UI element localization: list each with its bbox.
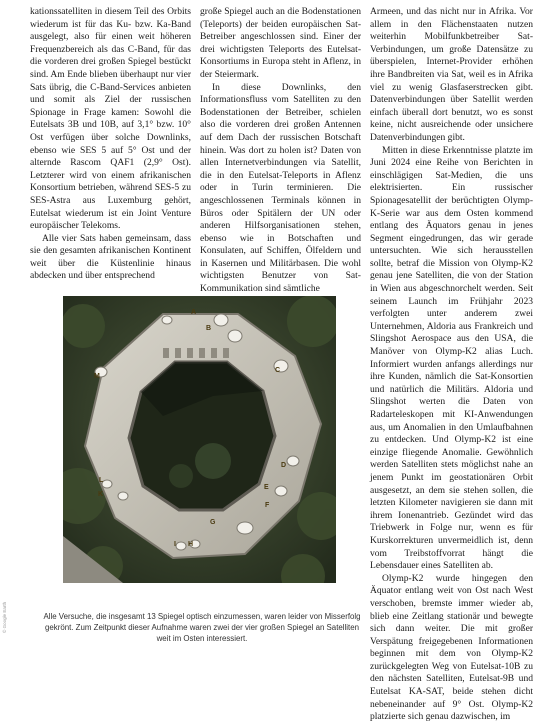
paragraph: große Spiegel auch an die Bodenstationen (Teleports) der beiden europäischen Sat-Betreiber angeschlossen sind. Einer der drei wichtigsten Teleports des Eutelsat-Konsortiums in Europa steht in Aflenz, in der Steiermark. bbox=[200, 6, 361, 80]
article-column-1 bbox=[30, 6, 191, 283]
article-column-2 bbox=[200, 6, 361, 296]
dish-label-m: M bbox=[94, 373, 100, 380]
paragraph: Armeen, und das nicht nur in Afrika. Vor allem in den Flächenstaaten nutzen weiterhin Mobilfunkbetreiber Sat-Verbindungen, um große Datensätze zu überspielen, Internet-Provider erhöhen ihre Bandbreiten via Sat, weil es in Afrika viel zu wenig Glasfaserstrecken gibt. Datenverbindungen über Satellit werden einfach überall dort benutzt, wo es sonst keine, nicht ausreichende oder unsichere Datenverbindungen gibt. bbox=[370, 6, 533, 143]
dish-label-h: H bbox=[188, 541, 194, 548]
dish-label-d: D bbox=[281, 462, 287, 469]
article-column-3 bbox=[370, 6, 533, 724]
dish-label-i: I bbox=[174, 541, 176, 548]
paragraph: Olymp-K2 wurde hingegen den Äquator entlang weit von Ost nach West verschoben, bremste immer wieder ab, blieb eine Zeitlang stationär und bewegte sich dann weiter. Die mit großer Verspätung freigegebenen Informationen beginnen mit dem von Olymp-K2 zurückgelegten Weg von Eutelsat-10B zu den nächsten Satelliten, Eutelsat-9B und Eutelsat KA-SAT, beide stehen dicht nebeneinander auf 9° Ost. Olymp-K2 platzierte sich genau dazwischen, im bbox=[370, 572, 533, 723]
dish-label-l: L bbox=[99, 477, 104, 484]
dish-label-a: A bbox=[191, 309, 197, 316]
dish-label-g: G bbox=[210, 519, 216, 526]
paragraph: Alle vier Sats haben gemeinsam, dass sie den gesamten afrikanischen Kontinent weit über die Küstenlinie hinaus abdecken und über entsprechend bbox=[30, 232, 191, 282]
dish-label-k: K bbox=[98, 491, 104, 498]
paragraph: Mitten in diese Erkenntnisse platzte im Juni 2024 eine Reihe von Berichten in einschlägigen Sat-Medien, die uns elektrisierten. Ein russischer Spionagesatellit der berüchtigten Olymp-K-Serie war aus dem Osten kommend entlang des Äquators genau in jenes Segment eingedrungen, das wir gerade untersuchten. Wie sich herausstellen sollte, betraf die Mission von Olymp-K2 genau jene Satelliten, die von der Station in Wien aus abgeschnorchelt werden. Seit seinem Launch im Frühjahr 2023 verfolgten unter anderem zwei Unternehmen, Aldoria aus Frankreich und Slingshot Aerospace aus den USA, die Manöver von Olymp-K2 alias Luch. Informiert wurden anfangs allerdings nur ihre Kunden, nämlich die Sat-Konsortien und natürlich die Militärs. Aldoria und Slingshot werten die Daten von Radarteleskopen mit KI-Anwendungen aus, um Anomalien in den Umlaufbahnen zu entdecken. Und Olymp-K2 ist eine einzige fliegende Anomalie. Gewöhnlich werden Satelliten stets möglichst nahe an jenem Punkt im geostationären Orbit ausgesetzt, an dem sie stehen sollen, die letzten Kilometer navigieren sie dann mit ihrem Ionenantrieb. Gezündet wird das Triebwerk in Folge nur, wenn es für Kurskorrekturen unvermeidlich ist, denn vom Treibstoffvorrat hängt die Lebensdauer eines Satelliten ab. bbox=[370, 144, 533, 572]
paragraph: In diese Downlinks, den Informationsfluss vom Satelliten zu den Bodenstationen der Betreiber, schielen also die vorderen drei großen Antennen auf dem Dach der russischen Botschaft hinein. Was dort zu holen ist? Daten von allen Internetverbindungen via Satellit, die in den Eutelsat-Teleports in Aflenz oder in Turin terminieren. Die angeschlossenen Terminals können in Büros oder Spitälern der UN oder anderen Hilfsorganisationen stehen, ebenso wie in Botschaften und Konsulaten, auf Schiffen, Ölfeldern und in Kasernen und Militärbasen. Die wohl wichtigsten Benutzer von Sat-Kommunikation sind sämtliche bbox=[200, 81, 361, 295]
dish-label-c: C bbox=[275, 367, 281, 374]
dish-label-e: E bbox=[264, 484, 269, 491]
dish-label-b: B bbox=[206, 325, 212, 332]
dish-label-f: F bbox=[265, 502, 270, 509]
photo-caption: Alle Versuche, die insgesamt 13 Spiegel optisch einzumessen, waren leider von Misserfolg gekrönt. Zum Zeitpunkt dieser Aufnahme waren zwei der vier großen Spiegel an Satelliten weit im Osten interessiert. bbox=[43, 612, 361, 644]
paragraph: kationssatelliten in diesem Teil des Orbits wiederum ist für das Ku- bzw. Ka-Band ausgelegt, also für einen weit höheren Frequenzbereich als das C-Band, für das die vorderen drei großen Spiegel bestückt sind. Am Ende blieben überhaupt nur vier Sats übrig, die C-Band-Services anbieten und somit als Ziel der russischen Spionage in Frage kamen: Sowohl die Eutelsats 3B und 10B, auf 3,1° bzw. 10° Ost verfügen über solche Downlinks, ebenso wie SES 5 auf 5° Ost und der alternde Rascom QAF1 (2,9° Ost). Letzterer wird von einem afrikanischen Konsortium betrieben, während SES-5 zu SES-Astra aus Luxemburg gehört, Eutelsat wiederum ist ein Joint Venture europäischer Telekoms. bbox=[30, 6, 191, 232]
photo-credit: © Google Earth bbox=[2, 601, 7, 633]
aerial-photo-illustration bbox=[63, 296, 336, 583]
aerial-photo-embassy-roof bbox=[63, 296, 336, 583]
